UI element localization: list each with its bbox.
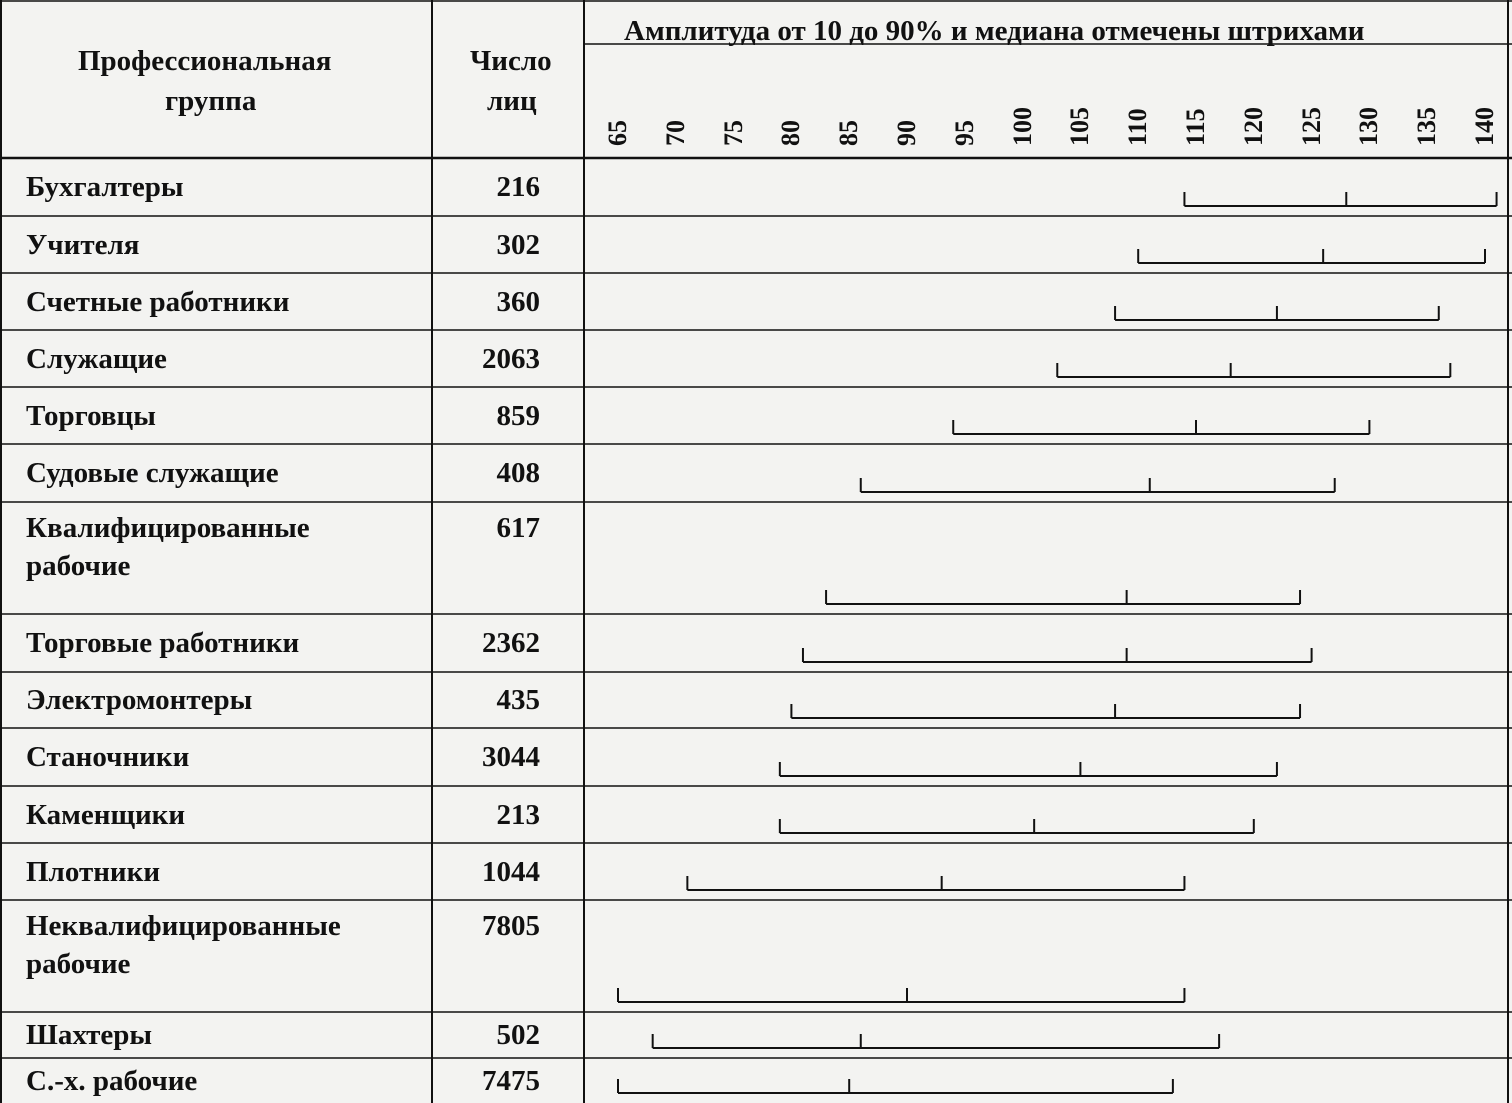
row-group-label: Каменщики: [26, 798, 186, 831]
row-count: 360: [496, 285, 540, 318]
chart-title: Амплитуда от 10 до 90% и медиана отмечены штрихами: [624, 15, 1365, 47]
row-group-label: Учителя: [26, 228, 140, 261]
tick-label: 80: [776, 120, 806, 146]
tick-label: 70: [660, 120, 690, 146]
tick-label: 135: [1412, 107, 1442, 146]
header-group-line1: Профессиональная: [78, 45, 332, 77]
header-count-line2: лиц: [487, 85, 537, 117]
row-count: 7805: [482, 910, 540, 942]
tick-label: 100: [1007, 107, 1037, 146]
tick-label: 105: [1065, 107, 1095, 146]
row-count: 216: [496, 171, 540, 203]
row-count: 408: [496, 457, 540, 489]
row-count: 2362: [482, 627, 540, 659]
row-group-label: Служащие: [26, 342, 167, 375]
tick-label: 90: [892, 120, 921, 146]
row-group-label: Счетные работники: [26, 285, 290, 318]
row-group-label: рабочие: [26, 550, 131, 582]
row-group-label: Торговые работники: [26, 627, 300, 659]
row-count: 617: [496, 512, 540, 544]
row-group-label: Судовые служащие: [26, 457, 279, 489]
row-count: 1044: [482, 855, 540, 888]
tick-label: 65: [603, 120, 632, 146]
tick-label: 75: [718, 120, 748, 146]
row-count: 502: [496, 1019, 540, 1051]
row-count: 859: [496, 399, 540, 432]
tick-label: 140: [1470, 107, 1499, 146]
row-group-label: рабочие: [26, 948, 131, 980]
row-count: 2063: [482, 342, 540, 375]
row-group-label: Торговцы: [26, 399, 156, 432]
row-group-label: Квалифицированные: [26, 512, 310, 544]
tick-label: 115: [1181, 108, 1210, 146]
row-count: 7475: [482, 1064, 540, 1097]
row-group-label: Электромонтеры: [26, 684, 253, 716]
row-group-label: Станочники: [26, 741, 190, 773]
row-count: 302: [496, 228, 540, 261]
row-count: 3044: [482, 741, 540, 773]
tick-label: 85: [834, 120, 864, 146]
row-count: 435: [496, 684, 540, 716]
row-group-label: Неквалифицированные: [26, 910, 341, 942]
tick-label: 120: [1238, 107, 1268, 146]
row-group-label: Плотники: [26, 855, 161, 888]
row-group-label: С.-х. рабочие: [26, 1064, 198, 1097]
row-group-label: Шахтеры: [26, 1019, 153, 1051]
tick-label: 110: [1123, 108, 1153, 146]
tick-label: 95: [949, 120, 979, 146]
row-group-label: Бухгалтеры: [26, 171, 184, 203]
tick-label: 125: [1296, 107, 1326, 146]
row-count: 213: [496, 798, 540, 831]
tick-label: 130: [1354, 107, 1384, 146]
header-group-line2: группа: [165, 85, 257, 117]
header-count-line1: Число: [470, 45, 552, 77]
